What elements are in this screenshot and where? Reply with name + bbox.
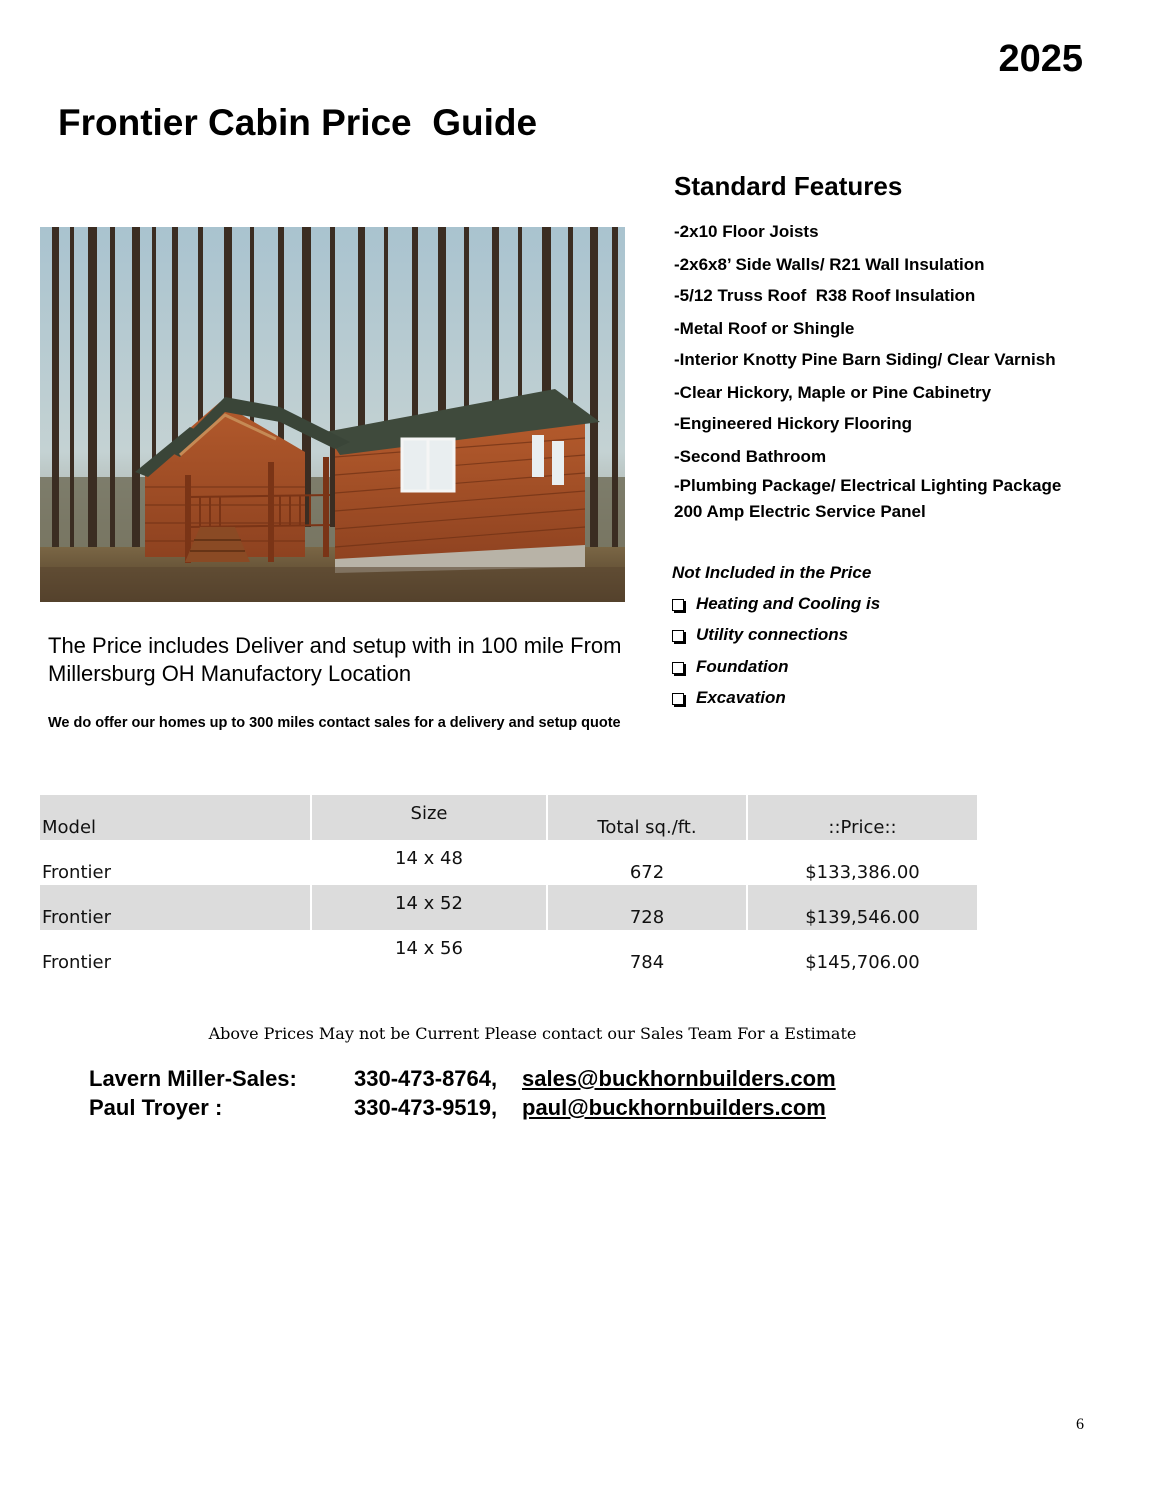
contact-row xyxy=(89,1095,826,1121)
exclusion-label: Foundation xyxy=(696,657,789,676)
exclusion-item xyxy=(672,594,880,614)
column-header: Total sq./ft. xyxy=(547,795,747,840)
model-cell: Frontier xyxy=(42,952,112,973)
contact-row xyxy=(89,1066,836,1092)
not-included-heading: Not Included in the Price xyxy=(672,563,872,582)
feature-item: -Plumbing Package/ Electrical Lighting Package xyxy=(674,476,1062,495)
price-table xyxy=(40,795,977,975)
checkbox-icon xyxy=(672,662,684,674)
feature-item: -Engineered Hickory Flooring xyxy=(674,414,913,433)
page-title: Frontier Cabin Price Guide xyxy=(58,102,538,143)
standard-features-heading: Standard Features xyxy=(674,171,903,201)
delivery-offer-note: We do offer our homes up to 300 miles contact sales for a delivery and setup quote xyxy=(48,715,621,731)
page-number: 6 xyxy=(1076,1416,1084,1433)
feature-item: -Metal Roof or Shingle xyxy=(674,319,855,338)
sqft-cell: 728 xyxy=(547,885,747,930)
exclusion-item xyxy=(672,625,848,645)
size-cell: 14 x 48 xyxy=(311,840,547,885)
model-cell: Frontier xyxy=(42,862,112,883)
contact-email-link[interactable]: sales@buckhornbuilders.com xyxy=(522,1066,836,1091)
feature-item: -2x10 Floor Joists xyxy=(674,222,819,241)
delivery-note: The Price includes Deliver and setup with in 100 mile From Millersburg OH Manufactory Location xyxy=(48,633,622,686)
price-cell: $145,706.00 xyxy=(747,930,977,975)
table-header-row xyxy=(40,795,977,840)
year-label: 2025 xyxy=(998,38,1083,80)
checkbox-icon xyxy=(672,599,684,611)
column-header: Model xyxy=(40,795,311,840)
sqft-cell: 672 xyxy=(547,840,747,885)
cabin-photo xyxy=(40,227,625,602)
feature-item: 200 Amp Electric Service Panel xyxy=(674,502,926,521)
sqft-cell: 784 xyxy=(547,930,747,975)
checkbox-icon xyxy=(672,630,684,642)
size-cell: 14 x 52 xyxy=(311,885,547,930)
exclusion-label: Heating and Cooling is xyxy=(696,594,881,613)
feature-item: -Clear Hickory, Maple or Pine Cabinetry xyxy=(674,383,992,402)
contact-email-link[interactable]: paul@buckhornbuilders.com xyxy=(522,1095,826,1120)
price-cell: $133,386.00 xyxy=(747,840,977,885)
price-cell: $139,546.00 xyxy=(747,885,977,930)
column-header: Size xyxy=(311,795,547,840)
exclusion-label: Excavation xyxy=(696,688,786,707)
table-row xyxy=(40,840,977,885)
column-header: ::Price:: xyxy=(747,795,977,840)
checkbox-icon xyxy=(672,693,684,705)
exclusion-item xyxy=(672,657,789,677)
table-row xyxy=(40,930,977,975)
size-cell: 14 x 56 xyxy=(311,930,547,975)
feature-item: -5/12 Truss Roof R38 Roof Insulation xyxy=(674,286,976,305)
table-row xyxy=(40,885,977,930)
price-disclaimer: Above Prices May not be Current Please contact our Sales Team For a Estimate xyxy=(208,1024,857,1043)
exclusion-label: Utility connections xyxy=(696,625,849,644)
contact-name: Paul Troyer : xyxy=(89,1095,223,1120)
exclusion-item xyxy=(672,688,786,708)
feature-item: -Interior Knotty Pine Barn Siding/ Clear Varnish xyxy=(674,350,1056,369)
contact-phone: 330-473-9519, xyxy=(354,1095,498,1120)
feature-item: -2x6x8’ Side Walls/ R21 Wall Insulation xyxy=(674,255,985,274)
model-cell: Frontier xyxy=(40,885,311,930)
feature-item: -Second Bathroom xyxy=(674,447,827,466)
contact-phone: 330-473-8764, xyxy=(354,1066,498,1091)
contact-name: Lavern Miller-Sales: xyxy=(89,1066,297,1091)
